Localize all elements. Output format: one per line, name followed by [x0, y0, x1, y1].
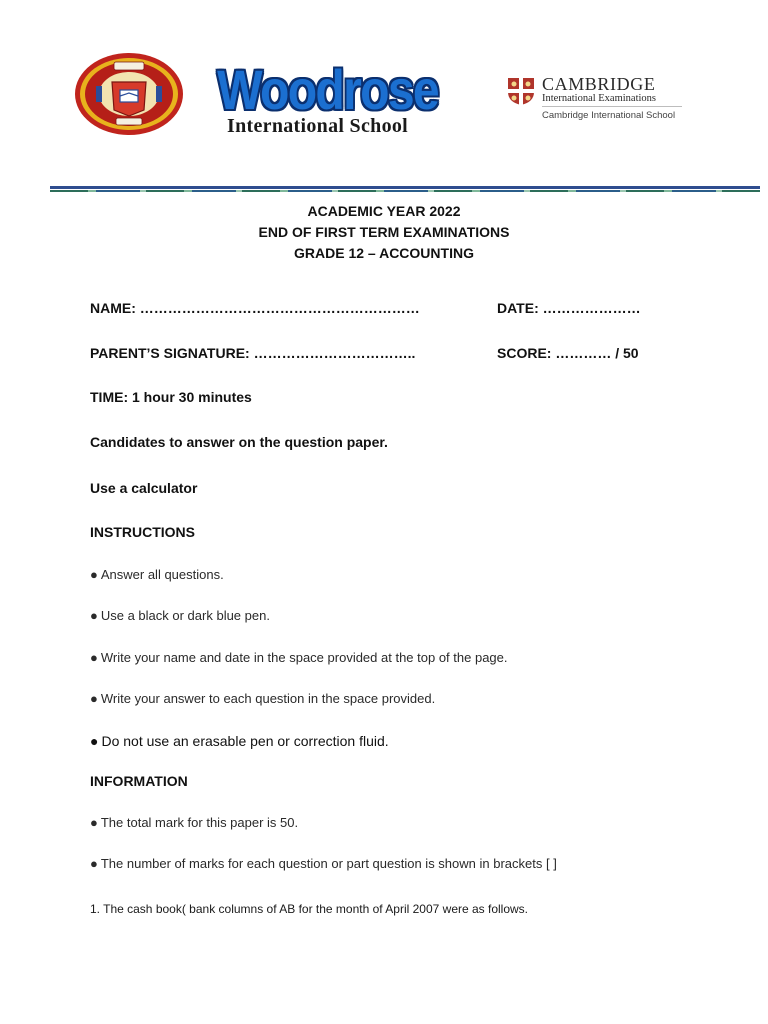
academic-year: ACADEMIC YEAR 2022 [307, 203, 461, 219]
cambridge-school-label: Cambridge International School [542, 110, 676, 121]
score-field[interactable]: SCORE: ………… / 50 [497, 345, 639, 361]
cambridge-shield-icon [506, 76, 536, 106]
instructions-heading: INSTRUCTIONS [90, 524, 195, 540]
instruction-item: ● Do not use an erasable pen or correction fluid. [90, 733, 389, 749]
time-allowed: TIME: 1 hour 30 minutes [90, 389, 252, 405]
bullet-icon: ● [90, 691, 98, 706]
instruction-item: ● Write your name and date in the space provided at the top of the page. [90, 650, 508, 665]
bullet-icon: ● [90, 733, 99, 749]
bullet-icon: ● [90, 856, 98, 871]
bullet-icon: ● [90, 608, 98, 623]
question-1: 1. The cash book( bank columns of AB for the month of April 2007 were as follows. [90, 902, 529, 916]
instruction-item: ● Use a black or dark blue pen. [90, 608, 270, 623]
cambridge-title: CAMBRIDGE [542, 74, 656, 94]
school-crest-icon [74, 52, 184, 136]
exam-title-block [0, 201, 768, 264]
school-name: Woodrose [217, 58, 438, 121]
document-header [0, 0, 768, 190]
cambridge-subtitle: International Examinations [542, 93, 657, 104]
candidates-note: Candidates to answer on the question paper. [90, 434, 388, 450]
date-field[interactable]: DATE: ………………… [497, 300, 641, 316]
instruction-item: ● Write your answer to each question in the space provided. [90, 691, 436, 706]
cambridge-logo [506, 74, 696, 130]
information-item: ● The number of marks for each question or part question is shown in brackets [ ] [90, 856, 557, 871]
bullet-icon: ● [90, 815, 98, 830]
header-divider [50, 186, 760, 194]
exam-name: END OF FIRST TERM EXAMINATIONS [258, 224, 510, 240]
information-item: ● The total mark for this paper is 50. [90, 815, 299, 830]
school-subtitle: International School [227, 115, 409, 137]
information-heading: INFORMATION [90, 773, 188, 789]
exam-subject: GRADE 12 – ACCOUNTING [294, 245, 474, 261]
bullet-icon: ● [90, 567, 98, 582]
instruction-item: ● Answer all questions. [90, 567, 224, 582]
bullet-icon: ● [90, 650, 98, 665]
cambridge-divider [542, 106, 682, 107]
school-logo [205, 58, 490, 140]
calculator-note: Use a calculator [90, 480, 198, 496]
name-field[interactable]: NAME: …………………………………………………… [90, 300, 420, 316]
parent-signature-field[interactable]: PARENT’S SIGNATURE: …………………………….. [90, 345, 416, 361]
